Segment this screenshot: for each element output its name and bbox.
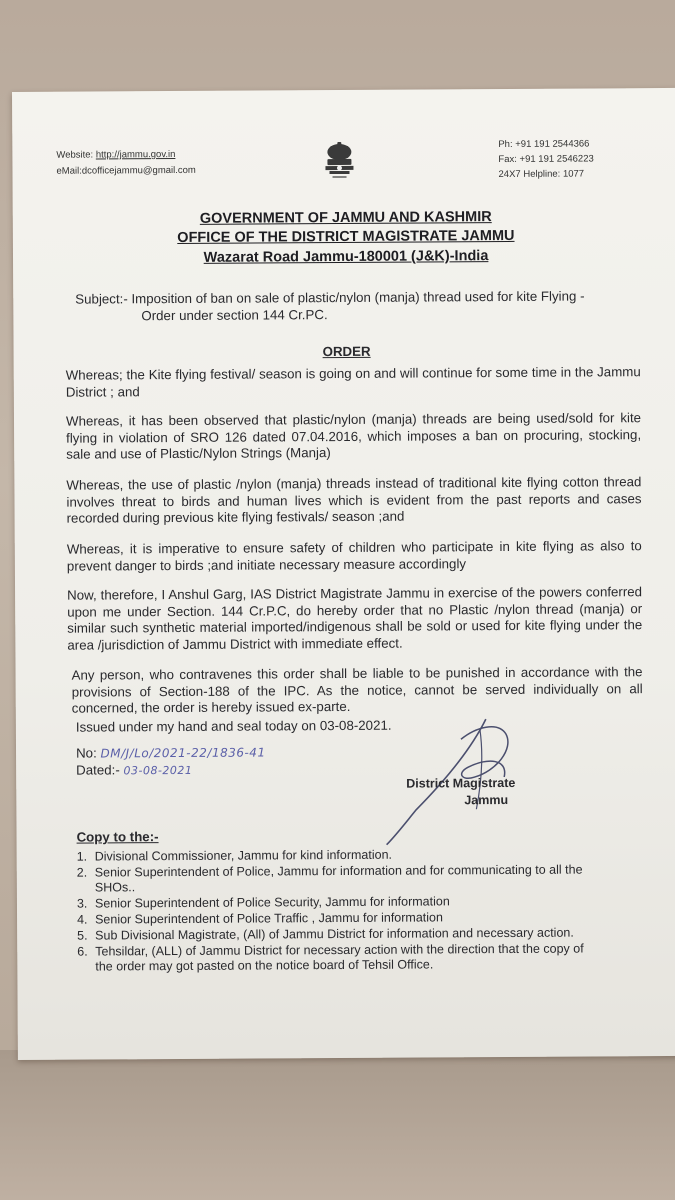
list-item: 1. Divisional Commissioner, Jammu for kind information. bbox=[76, 847, 393, 864]
email-text: eMail:dcofficejammu@gmail.com bbox=[56, 164, 196, 177]
list-item: 4. Senior Superintendent of Police Traffic , Jammu for information bbox=[77, 910, 443, 927]
signatory-title: District Magistrate bbox=[406, 775, 516, 791]
paragraph-1: Whereas; the Kite flying festival/ season is going on and will continue for some time in the Jammu District ; and bbox=[65, 364, 641, 400]
phone-text: Ph: +91 191 2544366 bbox=[498, 138, 590, 151]
reference-number bbox=[76, 744, 266, 762]
website-label: Website: bbox=[56, 149, 96, 161]
list-item: 3. Senior Superintendent of Police Security, Jammu for information bbox=[76, 894, 450, 911]
no-label: No: bbox=[75, 745, 97, 761]
reference-date bbox=[76, 762, 192, 780]
dated-value-handwritten: 03-08-2021 bbox=[123, 763, 193, 778]
order-heading: ORDER bbox=[322, 343, 371, 360]
copy-to-list bbox=[77, 846, 598, 975]
paragraph-4: Whereas, it is imperative to ensure safety of children who participate in kite flying as also to prevent danger to birds ;and initiate necessary measure accordingly bbox=[66, 538, 642, 574]
desk-surface bbox=[0, 1050, 675, 1200]
list-item: 6. Tehsildar, (ALL) of Jammu District for necessary action with the direction that the copy of the order may got pasted on the notice board of Tehsil Office. bbox=[77, 941, 584, 974]
dated-label: Dated:- bbox=[76, 762, 120, 778]
helpline-text: 24X7 Helpline: 1077 bbox=[498, 168, 585, 181]
list-item: 5. Sub Divisional Magistrate, (All) of Jammu District for information and necessary action. bbox=[77, 925, 574, 943]
website-link[interactable]: http://jammu.gov.in bbox=[95, 149, 176, 161]
paragraph-5: Now, therefore, I Anshul Garg, IAS District Magistrate Jammu in exercise of the powers conferred upon me under Section. 144 Cr.P.C, do hereby order that no Plastic /nylon thread (manja) or similar such synthetic material imported/indigenous shall be sold or used for kite flying under the area /jurisdiction of Jammu District with immediate effect. bbox=[67, 584, 643, 653]
contact-left bbox=[56, 149, 196, 178]
govt-title: GOVERNMENT OF JAMMU AND KASHMIR bbox=[199, 209, 492, 227]
signatory-place: Jammu bbox=[464, 792, 509, 808]
contact-right bbox=[498, 138, 594, 184]
paragraph-3: Whereas, the use of plastic /nylon (manja) threads instead of traditional kite flying cotton thread involves threat to birds and human lives which is evident from the past reports and cases recorded during previous kite flying festivals/ season ;and bbox=[66, 474, 642, 526]
paragraph-2: Whereas, it has been observed that plastic/nylon (manja) threads are being used/sold for kite flying in violation of SRO 126 dated 07.04.2016, which imposes a ban on procuring, stocking, sale and use of Plastic/Nylon Strings (Manja) bbox=[65, 410, 642, 462]
national-emblem-icon bbox=[308, 138, 370, 200]
order-document bbox=[12, 88, 675, 1060]
copy-to-heading: Copy to the:- bbox=[76, 829, 159, 845]
issued-line: Issued under my hand and seal today on 03-08-2021. bbox=[75, 717, 392, 735]
office-title: OFFICE OF THE DISTRICT MAGISTRATE JAMMU bbox=[177, 227, 515, 246]
paragraph-6: Any person, who contravenes this order shall be liable to be punished in accordance with the provisions of Section-188 of the IPC. As the notice, cannot be served individually on all concerned, the order is hereby issued ex-parte. bbox=[71, 664, 643, 716]
no-value-handwritten: DM/J/Lo/2021-22/1836-41 bbox=[100, 745, 266, 761]
fax-text: Fax: +91 191 2546223 bbox=[498, 153, 594, 166]
address-title: Wazarat Road Jammu-180001 (J&K)-India bbox=[203, 248, 489, 266]
subject-line-1: Subject:- Imposition of ban on sale of plastic/nylon (manja) thread used for kite Flying - bbox=[75, 288, 585, 307]
list-item: 2. Senior Superintendent of Police, Jammu for information and for communicating to all the SHOs.. bbox=[76, 862, 583, 895]
subject bbox=[75, 288, 635, 324]
subject-line-2: Order under section 144 Cr.PC. bbox=[141, 306, 328, 323]
